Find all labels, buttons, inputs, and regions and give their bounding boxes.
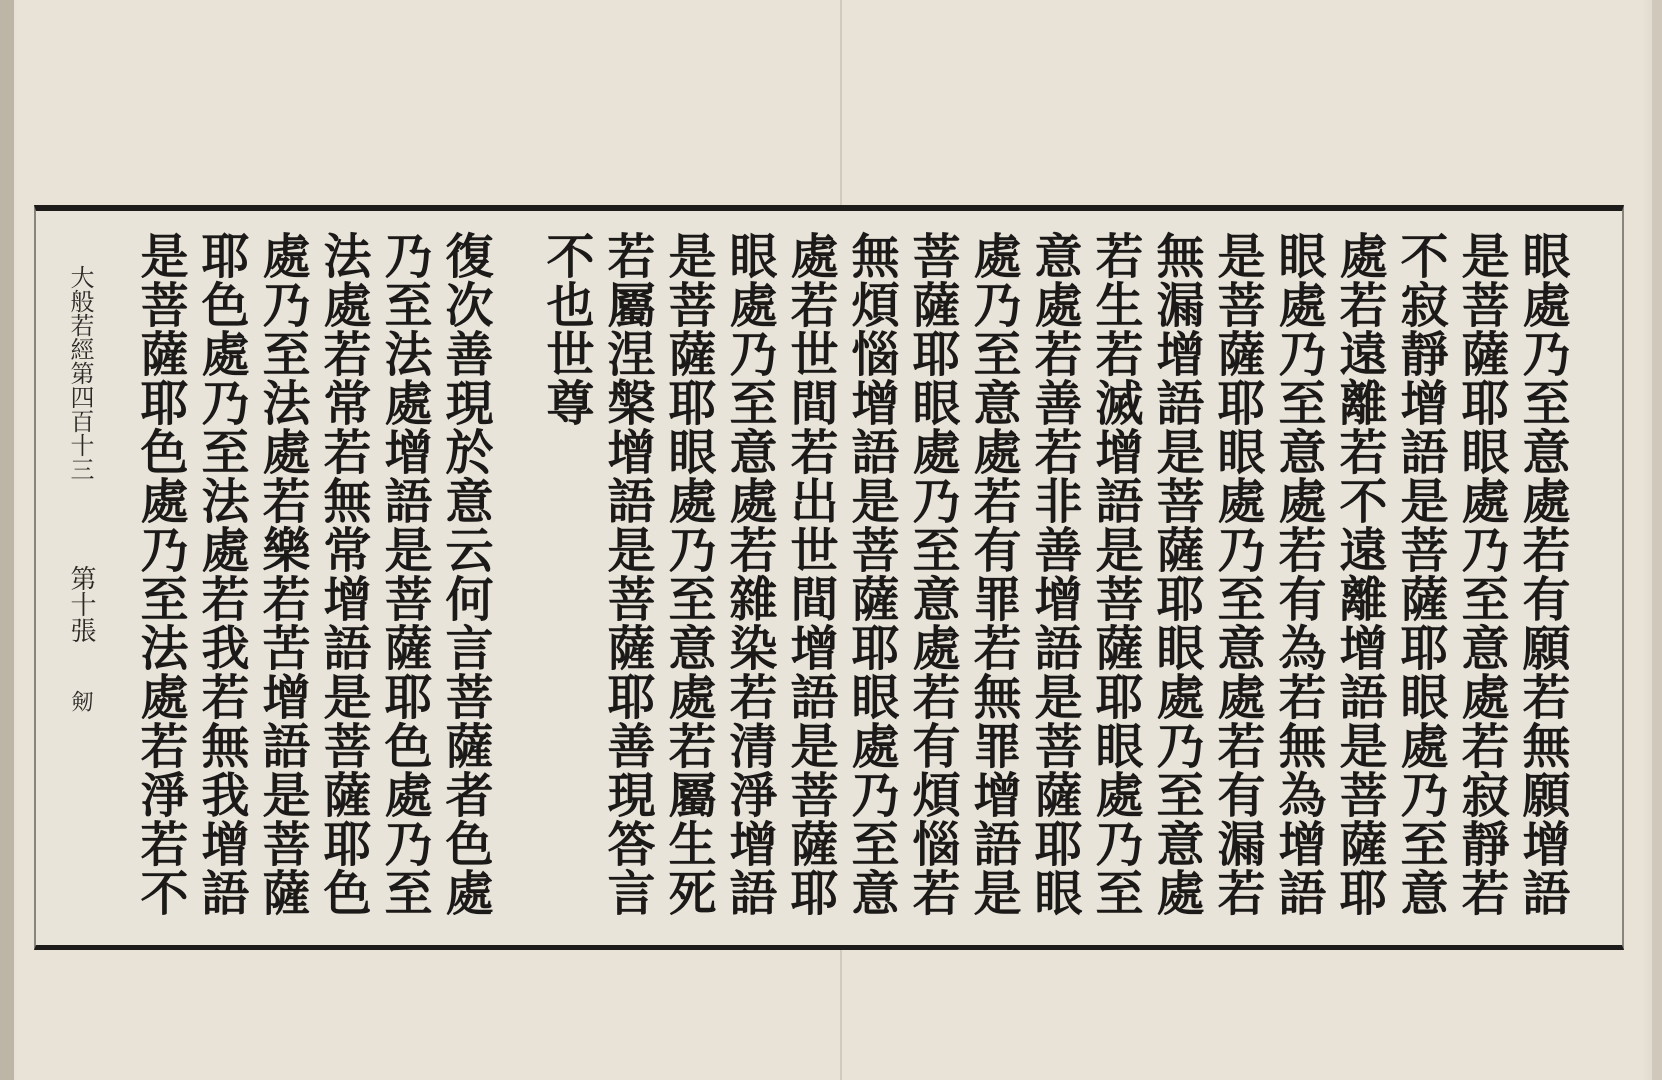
text-column: 法處若常若無常增語是菩薩耶色 [315,231,371,917]
text-column: 是菩薩耶眼處乃至意處若寂靜若 [1453,231,1509,917]
text-column: 是菩薩耶眼處乃至意處若屬生死 [660,231,716,917]
carver-mark: 剱 [68,690,93,712]
text-column: 復次善現於意云何言菩薩者色處 [437,231,493,917]
binding-edge-right [1652,0,1662,1080]
text-column: 無煩惱增語是菩薩耶眼處乃至意 [843,231,899,917]
text-column: 眼處乃至意處若有為若無為增語 [1270,231,1326,917]
text-column: 耶色處乃至法處若我若無我增語 [193,231,249,917]
text-column: 無漏增語是菩薩耶眼處乃至意處 [1148,231,1204,917]
text-column: 不寂靜增語是菩薩耶眼處乃至意 [1392,231,1448,917]
text-column: 不也世尊 [538,231,594,427]
text-column: 處乃至法處若樂若苦增語是菩薩 [254,231,310,917]
blank-column [495,231,535,951]
woodblock-print-frame [34,205,1624,950]
text-column: 是菩薩耶眼處乃至意處若有漏若 [1209,231,1265,917]
sutra-text-columns [129,231,1572,951]
text-column: 意處若善若非善增語是菩薩耶眼 [1026,231,1082,917]
page-number-marginal: 第十張 [66,565,96,643]
text-column: 處若世間若出世間增語是菩薩耶 [782,231,838,917]
text-column: 處乃至意處若有罪若無罪增語是 [965,231,1021,917]
volume-title-marginal: 大般若經第四百十三 [66,265,94,481]
text-column: 若屬涅槃增語是菩薩耶善現答言 [599,231,655,917]
text-column: 處若遠離若不遠離增語是菩薩耶 [1331,231,1387,917]
text-column: 乃至法處增語是菩薩耶色處乃至 [376,231,432,917]
text-column: 眼處乃至意處若雜染若清淨增語 [721,231,777,917]
text-column: 菩薩耶眼處乃至意處若有煩惱若 [904,231,960,917]
text-column: 眼處乃至意處若有願若無願增語 [1514,231,1570,917]
text-column: 若生若滅增語是菩薩耶眼處乃至 [1087,231,1143,917]
text-column: 是菩薩耶色處乃至法處若淨若不 [132,231,188,917]
binding-edge-left [0,0,14,1080]
